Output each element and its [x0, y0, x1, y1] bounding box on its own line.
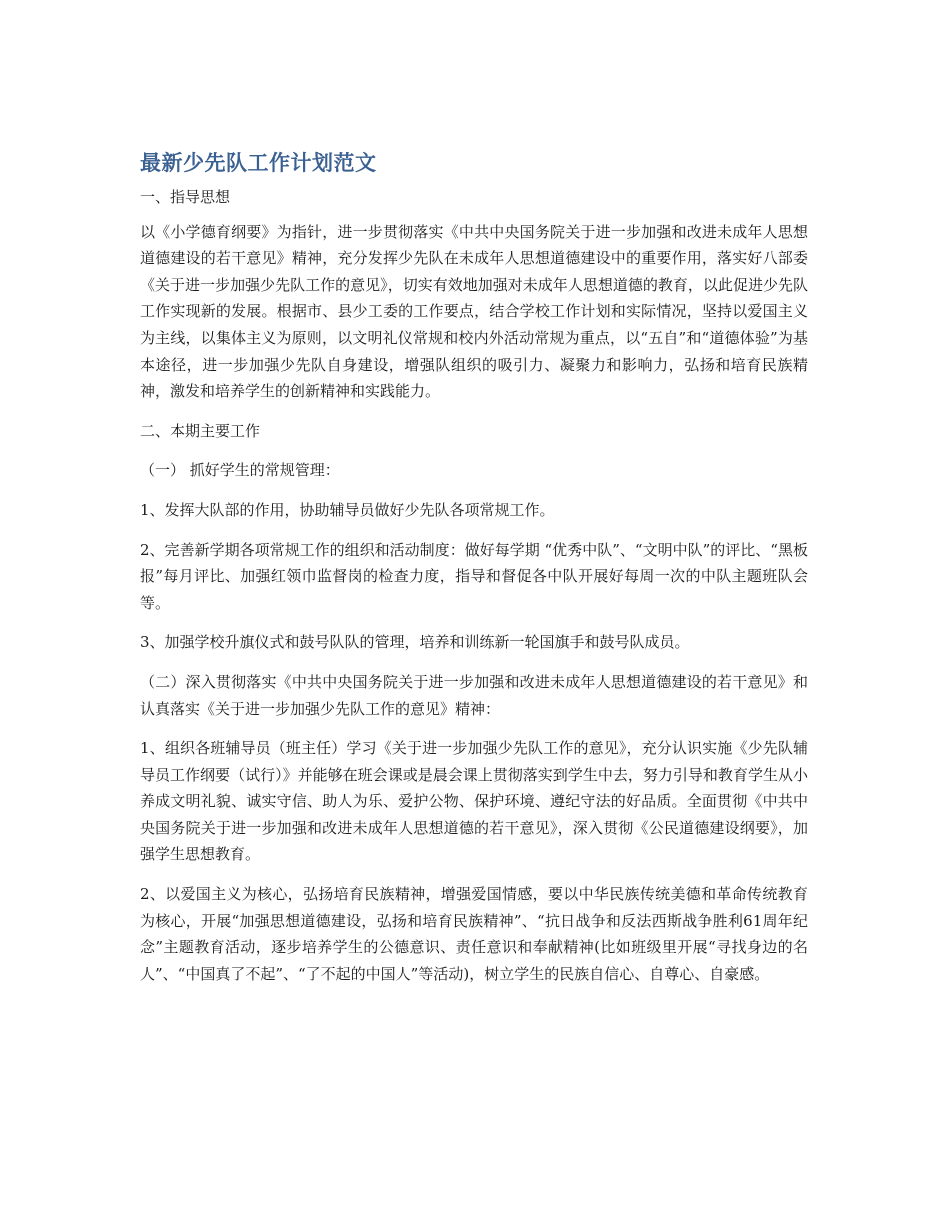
- list-item-1: 1、发挥大队部的作用，协助辅导员做好少先队各项常规工作。: [140, 500, 555, 519]
- list-item-4: 1、组织各班辅导员（班主任）学习《关于进一步加强少先队工作的意见》，充分认识实施《少先队辅导员工作纲要（试行）》并能够在班会课或是晨会课上贯彻落实到学生中去，努力引导和教育学生从小养成文明礼貌、诚实守信、助人为乐、爱护公物、保护环境、遵纪守法的好品质。全面贯彻《中共中央国务院关于进一步加强和改进未成年人思想道德的若干意见》，深入贯彻《公民道德建设纲要》，加强学生思想教育。: [140, 739, 808, 864]
- list-item-2: 2、完善新学期各项常规工作的组织和活动制度：做好每学期 “优秀中队”、“文明中队”的评比、“黑板报”每月评比、加强红领巾监督岗的检查力度，指导和督促各中队开展好每周一次的中队主题班队会等。: [140, 540, 808, 612]
- paragraph-guiding-thought: 以《小学德育纲要》为指针，进一步贯彻落实《中共中央国务院关于进一步加强和改进未成年人思想道德建设的若干意见》精神，充分发挥少先队在未成年人思想道德建设中的重要作用，落实好八部委《关于进一步加强少先队工作的意见》，切实有效地加强对未成年人思想道德的教育，以此促进少先队工作实现新的发展。根据市、县少工委的工作要点，结合学校工作计划和实际情况，坚持以爱国主义为主线，以集体主义为原则，以文明礼仪常规和校内外活动常规为重点，以“五自”和“道德体验”为基本途径，进一步加强少先队自身建设，增强队组织的吸引力、凝聚力和影响力，弘扬和培育民族精神，激发和培养学生的创新精神和实践能力。: [140, 222, 808, 401]
- document-title: 最新少先队工作计划范文: [140, 151, 377, 175]
- document-page: [140, 148, 808, 1000]
- subsection-heading-routine-management: （一） 抓好学生的常规管理：: [140, 461, 340, 480]
- list-item-3: 3、加强学校升旗仪式和鼓号队队的管理，培养和训练新一轮国旗手和鼓号队成员。: [140, 633, 690, 652]
- list-item-5: 2、以爱国主义为核心，弘扬培育民族精神，增强爱国情感，要以中华民族传统美德和革命传统教育为核心，开展“加强思想道德建设，弘扬和培育民族精神”、“抗日战争和反法西斯战争胜利61周年纪念”主题教育活动，逐步培养学生的公德意识、责任意识和奉献精神(比如班级里开展“寻找身边的名人”、“中国真了不起”、“了不起的中国人”等活动)，树立学生的民族自信心、自尊心、自豪感。: [140, 885, 808, 983]
- subsection-heading-implementation: （二）深入贯彻落实《中共中央国务院关于进一步加强和改进未成年人思想道德建设的若干意见》和认真落实《关于进一步加强少先队工作的意见》精神：: [140, 672, 808, 718]
- section-heading-guiding-thought: 一、指导思想: [140, 188, 231, 206]
- section-heading-main-work: 二、本期主要工作: [140, 421, 261, 440]
